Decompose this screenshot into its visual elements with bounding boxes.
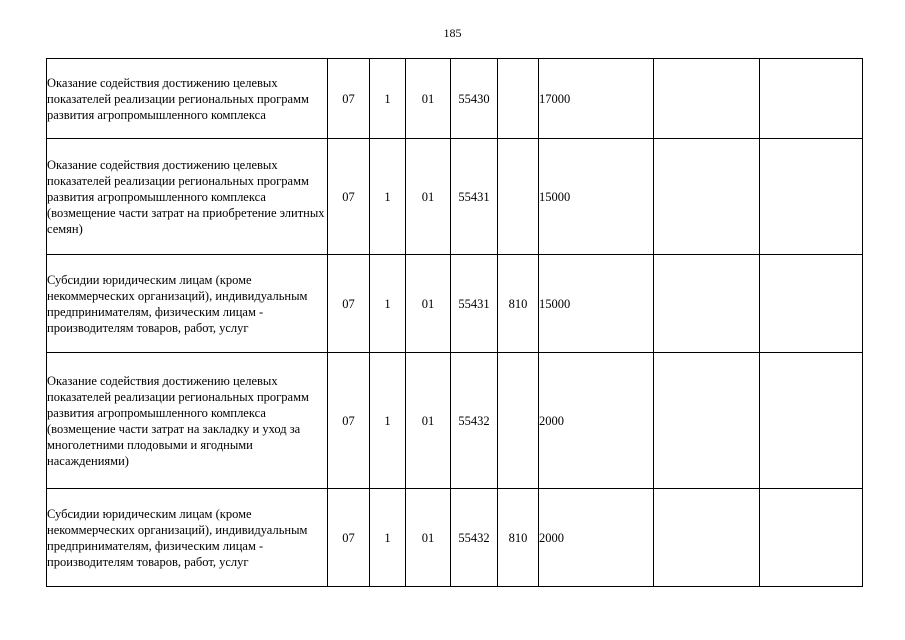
table-row bbox=[47, 255, 863, 353]
empty-cell bbox=[654, 489, 760, 587]
expense-type-code: 810 bbox=[498, 489, 539, 587]
row-description: Субсидии юридическим лицам (кроме некоммерческих организаций), индивидуальным предпринимателям, физическим лицам - производителям товаров, работ, услуг bbox=[47, 255, 328, 353]
budget-table bbox=[46, 58, 863, 587]
program-code: 1 bbox=[370, 255, 406, 353]
amount-cell: 2000 bbox=[539, 489, 654, 587]
amount-cell: 2000 bbox=[539, 353, 654, 489]
table-row bbox=[47, 139, 863, 255]
empty-cell bbox=[760, 59, 863, 139]
subprogram-code: 01 bbox=[406, 59, 451, 139]
subprogram-code: 01 bbox=[406, 139, 451, 255]
empty-cell bbox=[654, 59, 760, 139]
row-description: Субсидии юридическим лицам (кроме некоммерческих организаций), индивидуальным предпринимателям, физическим лицам - производителям товаров, работ, услуг bbox=[47, 489, 328, 587]
program-code: 1 bbox=[370, 489, 406, 587]
expense-type-code bbox=[498, 139, 539, 255]
section-code: 07 bbox=[328, 353, 370, 489]
row-description: Оказание содействия достижению целевых показателей реализации региональных программ развития агропромышленного комплекса bbox=[47, 59, 328, 139]
direction-code: 55432 bbox=[451, 353, 498, 489]
program-code: 1 bbox=[370, 139, 406, 255]
amount-cell: 15000 bbox=[539, 139, 654, 255]
row-description: Оказание содействия достижению целевых показателей реализации региональных программ развития агропромышленного комплекса (возмещение части затрат на приобретение элитных семян) bbox=[47, 139, 328, 255]
subprogram-code: 01 bbox=[406, 489, 451, 587]
subprogram-code: 01 bbox=[406, 255, 451, 353]
amount-cell: 15000 bbox=[539, 255, 654, 353]
table-row bbox=[47, 59, 863, 139]
direction-code: 55430 bbox=[451, 59, 498, 139]
empty-cell bbox=[760, 255, 863, 353]
direction-code: 55432 bbox=[451, 489, 498, 587]
expense-type-code bbox=[498, 353, 539, 489]
expense-type-code bbox=[498, 59, 539, 139]
empty-cell bbox=[654, 139, 760, 255]
empty-cell bbox=[654, 353, 760, 489]
section-code: 07 bbox=[328, 489, 370, 587]
table-row bbox=[47, 489, 863, 587]
table-row bbox=[47, 353, 863, 489]
empty-cell bbox=[760, 489, 863, 587]
empty-cell bbox=[654, 255, 760, 353]
expense-type-code: 810 bbox=[498, 255, 539, 353]
section-code: 07 bbox=[328, 59, 370, 139]
program-code: 1 bbox=[370, 59, 406, 139]
empty-cell bbox=[760, 353, 863, 489]
amount-cell: 17000 bbox=[539, 59, 654, 139]
row-description: Оказание содействия достижению целевых показателей реализации региональных программ развития агропромышленного комплекса (возмещение части затрат на закладку и уход за многолетними плодовыми и ягодными насаждениями) bbox=[47, 353, 328, 489]
section-code: 07 bbox=[328, 255, 370, 353]
direction-code: 55431 bbox=[451, 139, 498, 255]
direction-code: 55431 bbox=[451, 255, 498, 353]
section-code: 07 bbox=[328, 139, 370, 255]
empty-cell bbox=[760, 139, 863, 255]
page-number: 185 bbox=[443, 26, 462, 40]
subprogram-code: 01 bbox=[406, 353, 451, 489]
program-code: 1 bbox=[370, 353, 406, 489]
